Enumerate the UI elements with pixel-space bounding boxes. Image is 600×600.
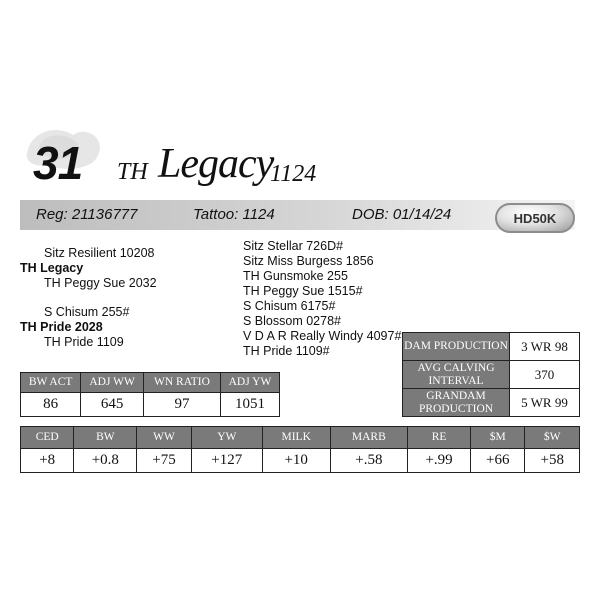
pedigree-ancestor: Sitz Miss Burgess 1856 — [243, 254, 374, 268]
adj-yw-value: 1051 — [220, 393, 279, 417]
dollar-w-header: $W — [525, 427, 580, 449]
registration-number: Reg: 21136777 — [36, 206, 138, 223]
bw-value: +0.8 — [74, 449, 137, 473]
ced-header: CED — [21, 427, 74, 449]
yw-header: YW — [191, 427, 262, 449]
animal-tag: 1124 — [270, 161, 317, 187]
tattoo-number: Tattoo: 1124 — [193, 206, 275, 223]
wn-ratio-value: 97 — [144, 393, 221, 417]
wn-ratio-header: WN RATIO — [144, 373, 221, 393]
adj-yw-header: ADJ YW — [220, 373, 279, 393]
pedigree-ancestor: TH Peggy Sue 1515# — [243, 284, 363, 298]
dollar-m-value: +66 — [470, 449, 524, 473]
ww-value: +75 — [137, 449, 191, 473]
dollar-m-header: $M — [470, 427, 524, 449]
milk-header: MILK — [262, 427, 330, 449]
bw-header: BW — [74, 427, 137, 449]
epd-table — [20, 426, 580, 473]
avg-calving-interval-value: 370 — [510, 361, 580, 389]
grandam-production-value: 5 WR 99 — [510, 389, 580, 417]
pedigree-ancestor: TH Pride 1109# — [243, 344, 330, 358]
pedigree-dam-sire: S Chisum 255# — [44, 305, 130, 319]
dam-production-label: DAM PRODUCTION — [403, 333, 510, 361]
dam-production-value: 3 WR 98 — [510, 333, 580, 361]
pedigree-sire-sire: Sitz Resilient 10208 — [44, 246, 155, 260]
pedigree-ancestor: TH Gunsmoke 255 — [243, 269, 348, 283]
pedigree-ancestor: Sitz Stellar 726D# — [243, 239, 344, 253]
animal-prefix: TH — [117, 159, 148, 185]
lot-number: 31 — [33, 137, 83, 189]
pedigree-ancestor: S Blossom 0278# — [243, 314, 341, 328]
re-header: RE — [408, 427, 471, 449]
milk-value: +10 — [262, 449, 330, 473]
pedigree-dam: TH Pride 2028 — [20, 320, 103, 334]
grandam-production-label: GRANDAM PRODUCTION — [403, 389, 510, 417]
adj-ww-header: ADJ WW — [81, 373, 144, 393]
badge-suffix: 50K — [532, 210, 557, 226]
dollar-w-value: +58 — [525, 449, 580, 473]
bw-act-header: BW ACT — [21, 373, 81, 393]
pedigree-sire-dam: TH Peggy Sue 2032 — [44, 276, 157, 290]
ww-header: WW — [137, 427, 191, 449]
date-of-birth: DOB: 01/14/24 — [352, 206, 452, 223]
pedigree-ancestor: S Chisum 6175# — [243, 299, 336, 313]
animal-name: Legacy — [158, 141, 274, 187]
badge-prefix: HD — [513, 210, 533, 226]
yw-value: +127 — [191, 449, 262, 473]
marb-header: MARB — [330, 427, 408, 449]
bw-act-value: 86 — [21, 393, 81, 417]
pedigree-sire: TH Legacy — [20, 261, 84, 275]
re-value: +.99 — [408, 449, 471, 473]
pedigree-ancestor: V D A R Really Windy 4097# — [243, 329, 402, 343]
hd50k-badge — [495, 203, 575, 233]
adj-ww-value: 645 — [81, 393, 144, 417]
marb-value: +.58 — [330, 449, 408, 473]
avg-calving-interval-label: AVG CALVING INTERVAL — [403, 361, 510, 389]
ced-value: +8 — [21, 449, 74, 473]
pedigree-dam-dam: TH Pride 1109 — [44, 335, 124, 349]
dam-production-table — [402, 332, 580, 417]
performance-table — [20, 372, 280, 417]
